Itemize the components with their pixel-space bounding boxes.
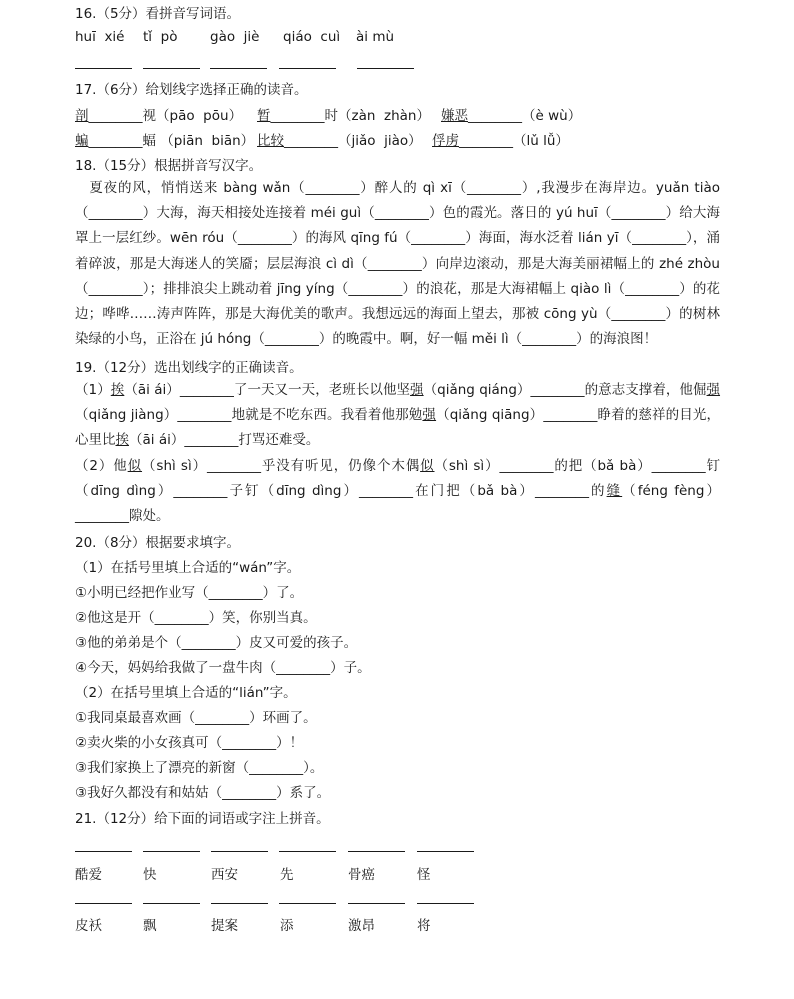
underlined-char: 强: [422, 407, 437, 424]
answer-line[interactable]: [279, 851, 336, 852]
q21-word: 飘: [143, 918, 157, 934]
underlined-char: 挨: [110, 382, 125, 398]
q21-word: 酷爱: [75, 867, 102, 883]
answer-line[interactable]: [357, 68, 414, 69]
answer-line[interactable]: [143, 903, 200, 904]
q20-item: ③我们家换上了漂亮的新窗（________）。: [75, 760, 324, 776]
text-run: （shì sì）________乎没有听见，仍像个木偶: [142, 458, 421, 474]
text-run: （qiǎng qiáng）________的意志支撑着，他倔: [423, 382, 707, 398]
underlined-char: 剖: [75, 108, 89, 124]
text-run: （āi ái）________打骂还难受。: [129, 432, 320, 449]
answer-line[interactable]: [348, 903, 405, 904]
q16-title: 16.（5分）看拼音写词语。: [75, 6, 241, 22]
q16-pinyin-2: tǐ pò: [143, 29, 178, 45]
q17-item-1: [75, 104, 242, 124]
q20-sub-1: （1）在括号里填上合适的“wán”字。: [75, 560, 301, 576]
text-run: （qiǎng qiāng）________睁着的慈祥的目光，心里比: [75, 407, 721, 449]
text-run: （féng fèng）________隙处。: [75, 483, 720, 525]
q17-item-2: [257, 104, 430, 124]
q19-part-2: [75, 454, 720, 530]
q19-part-1: [75, 378, 720, 454]
q16-pinyin-1: huī xié: [75, 29, 125, 45]
text-run: （qiǎng jiàng）________地就是不吃东西。我看着他那勉: [75, 407, 423, 424]
q21-title: 21.（12分）给下面的词语或字注上拼音。: [75, 811, 330, 827]
answer-line[interactable]: [75, 851, 132, 852]
answer-line[interactable]: [75, 903, 132, 904]
underlined-char: 挨: [115, 432, 129, 449]
q18-passage: 夏夜的风，悄悄送来 bàng wǎn（________）醉人的 qì xī（________）,我漫步在海岸边。yuǎn tiào（________）大海，海天相接处连接着 méi guì（________）色的霞光。落日的 yú huī（________）给大海罩上一层红纱。wēn róu（________）的海风 qīng fú（________）海面，海水泛着 lián yī（________），涌着碎波，那是大海迷人的笑靥；层层海浪 cì dì（________）向岸边滚动，那是大海美丽裙幅上的 zhé zhòu（________）；排排浪尖上跳动着 jīng yíng（________）的浪花，那是大海裙幅上 qiào lì（________）的花边；哗哗……涛声阵阵，那是大海优美的歌声。我想远远的海面上望去，那被 cōng yù（________）的树林染绿的小鸟，正浴在 jú hóng（________）的晚霞中。啊，好一幅 měi lì（________）的海浪图！: [75, 180, 720, 348]
answer-line[interactable]: [210, 68, 267, 69]
underlined-char: 强: [706, 382, 721, 398]
underlined-char: 比较: [257, 133, 284, 149]
underlined-char: 似: [420, 458, 435, 474]
q21-word: 激昂: [348, 918, 375, 934]
q17-item-6: [432, 129, 569, 149]
q17-item-5: [257, 129, 422, 149]
q20-item: ②卖火柴的小女孩真可（________）！: [75, 735, 304, 751]
underlined-char: 蝙: [75, 133, 89, 149]
q20-item: ④今天，妈妈给我做了一盘牛肉（________）子。: [75, 660, 371, 676]
q17-item-4: [75, 129, 254, 149]
q20-title: 20.（8分）根据要求填字。: [75, 535, 241, 551]
q17-item-3: [441, 104, 581, 124]
q21-word: 将: [417, 918, 431, 934]
q21-word: 西安: [211, 867, 238, 883]
q21-word: 添: [280, 918, 294, 934]
q20-item: ③他的弟弟是个（________）皮又可爱的孩子。: [75, 635, 358, 651]
text-run: （2）他: [75, 458, 128, 474]
q18-title: 18.（15分）根据拼音写汉字。: [75, 158, 263, 174]
q16-pinyin-5: ài mù: [356, 29, 395, 45]
answer-line[interactable]: [143, 851, 200, 852]
q20-item: ②他这是开（________）笑，你别当真。: [75, 610, 317, 626]
q21-word: 怪: [417, 867, 431, 883]
answer-line[interactable]: [143, 68, 200, 69]
underlined-char: 俘虏: [432, 133, 459, 149]
q19-title: 19.（12分）选出划线字的正确读音。: [75, 360, 303, 376]
q17-item-text: ________（è wù）: [468, 108, 582, 124]
underlined-char: 似: [127, 458, 143, 474]
answer-line[interactable]: [417, 851, 474, 852]
q20-sub-2: （2）在括号里填上合适的“lián”字。: [75, 685, 297, 701]
q20-item: ①小明已经把作业写（________）了。: [75, 585, 304, 601]
q17-item-text: ________视（pāo pōu）: [88, 108, 243, 124]
q17-item-text: ________时（zàn zhàn）: [270, 108, 430, 124]
underlined-char: 暂: [257, 108, 271, 124]
q21-word: 骨癌: [348, 867, 375, 883]
answer-line[interactable]: [211, 903, 268, 904]
q21-word: 先: [280, 867, 294, 883]
q21-word: 快: [143, 867, 157, 883]
q21-word: 皮袄: [75, 918, 102, 934]
answer-line[interactable]: [417, 903, 474, 904]
text-run: （shì sì）________的把（bǎ bà）________钉（dīng dìng）________子钉（dīng dìng）________在门把（bǎ bà）________的: [75, 458, 721, 500]
answer-line[interactable]: [211, 851, 268, 852]
text-run: （1）: [75, 382, 111, 398]
q16-pinyin-3: gào jiè: [210, 29, 260, 45]
answer-line[interactable]: [348, 851, 405, 852]
answer-line[interactable]: [75, 68, 132, 69]
q17-item-text: ________（jiǎo jiào）: [284, 133, 422, 149]
q17-title: 17.（6分）给划线字选择正确的读音。: [75, 82, 308, 98]
answer-line[interactable]: [279, 903, 336, 904]
underlined-char: 缝: [606, 483, 623, 500]
q20-item: ③我好久都没有和姑姑（________）系了。: [75, 785, 331, 801]
text-run: （āi ái）________了一天又一天，老班长以他坚: [124, 382, 411, 398]
underlined-char: 强: [410, 382, 424, 398]
underlined-char: 嫌恶: [441, 108, 468, 124]
q20-item: ①我同桌最喜欢画（________）环画了。: [75, 710, 317, 726]
q17-item-text: ________蝠 （piān biān）: [88, 133, 255, 149]
q21-word: 提案: [211, 918, 238, 934]
answer-line[interactable]: [279, 68, 336, 69]
q17-item-text: ________（lǔ lǚ）: [459, 133, 569, 149]
q16-pinyin-4: qiáo cuì: [283, 29, 341, 45]
